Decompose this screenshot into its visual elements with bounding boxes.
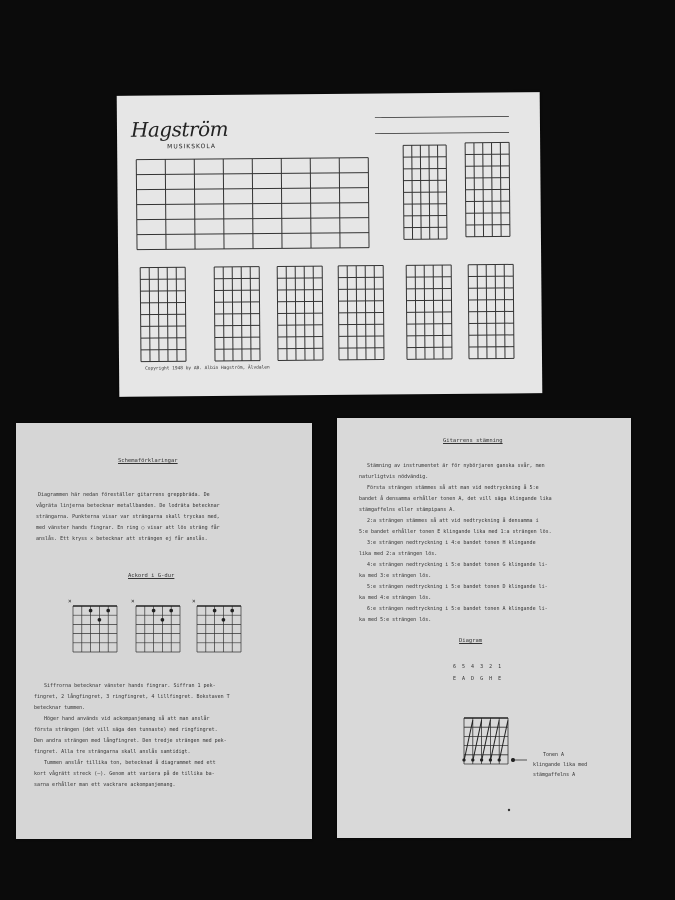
chord-diagram <box>197 606 241 652</box>
schema-explanation-sheet <box>16 423 312 839</box>
tone-note-line: stämgaffelns A <box>533 772 576 778</box>
sheet-title: Schemaförklaringar <box>118 458 178 464</box>
tuning-dot <box>462 758 465 761</box>
large-fretboard-grid <box>136 158 369 250</box>
chord-diagram <box>136 606 180 652</box>
tuning-line: 5:e bandet erhåller tonen E klingande lika med 1:a strängen lös. <box>359 529 552 535</box>
tuning-dot <box>471 758 474 761</box>
small-fretboard-grid <box>338 266 384 360</box>
tuning-line: 6:e strängen nedtryckning i 5:e bandet tonen A klingande li- <box>367 606 548 612</box>
write-line <box>375 116 509 117</box>
tuning-dot <box>511 758 515 762</box>
tuning-line: 3:e strängen nedtryckning i 4:e bandet tonen H klingande <box>367 540 536 546</box>
fingering-line: Siffrorna betecknar vänster hands fingrar. Siffran 1 pek- <box>44 683 216 689</box>
tuning-line: ka med 4:e strängen lös. <box>359 595 432 601</box>
tuning-dot <box>489 758 492 761</box>
small-fretboard-grid <box>465 142 510 236</box>
logo-subtitle: MUSIKSKOLA <box>167 142 216 151</box>
hagstrom-logo: Hagström <box>130 116 229 142</box>
copyright-text: Copyright 1948 by AB. Albin Hagström, Älvdalen <box>145 365 270 372</box>
chord-diagram <box>73 606 117 652</box>
tuning-diagram <box>337 418 631 838</box>
fingering-line: fingret, 2 långfingret, 3 ringfingret, 4 lillfingret. Bokstaven T <box>34 694 230 700</box>
chord-section-title: Ackord i G-dur <box>128 573 175 579</box>
small-fretboard-grid <box>403 145 447 239</box>
tuning-dot <box>498 758 501 761</box>
tuning-line: ka med 5:e strängen lös. <box>359 617 432 623</box>
fingering-line: första strängen (det vill säga den tunnaste) med ringfingret. <box>34 727 218 733</box>
small-fretboard-grid <box>140 267 186 361</box>
tuning-line: 5:e strängen nedtryckning i 5:e bandet tonen D klingande li- <box>367 584 548 590</box>
small-fretboard-grid <box>214 267 260 361</box>
tuning-line: stämgaffelns eller stämpipans A. <box>359 507 456 513</box>
fingering-line: Tummen anslår tillika ton, betecknad å diagrammet med ett <box>44 760 216 766</box>
small-fretboard-grid <box>468 264 514 358</box>
fingering-line: Den andra strängen med långfingret. Den tredje strängen med pek- <box>34 738 227 744</box>
tuning-line: bandet å densamma erhåller tonen A, det vill säga klingande lika <box>359 496 552 502</box>
mute-mark: × <box>131 598 135 605</box>
write-line <box>375 132 509 133</box>
diagram-title: Diagram <box>459 638 483 644</box>
fingering-line: sarna erhåller man ett vackrare ackompanjemang. <box>34 782 176 788</box>
tuning-line: 2:a strängen stämmes så att vid nedtryckning å densamma i <box>367 518 539 524</box>
tuning-fretboard <box>462 718 508 764</box>
tuning-line: naturligtvis nödvändig. <box>359 474 429 480</box>
blank-diagram-card <box>117 92 543 397</box>
mute-mark: × <box>68 598 72 605</box>
explanation-line: vågräta linjerna betecknar metallbanden. De lodräta betecknar <box>36 503 220 509</box>
tuning-line: 4:e strängen nedtryckning i 5:e bandet tonen G klingande li- <box>367 562 548 568</box>
explanation-line: anslås. Ett kryss ✕ betecknar att strängen ej får anslås. <box>36 536 208 542</box>
tuning-line: ka med 3:e strängen lös. <box>359 573 432 579</box>
tuning-sheet <box>337 418 631 838</box>
fingering-line: betecknar tummen. <box>34 705 86 711</box>
tone-note-line: Tonen A <box>543 752 565 758</box>
explanation-line: Diagrammen här nedan föreställer gitarrens greppbräda. De <box>38 492 210 498</box>
small-fretboard-grid <box>277 266 323 360</box>
mute-mark: × <box>192 598 196 605</box>
sheet-title: Gitarrens stämning <box>443 438 503 444</box>
string-numbers: 6 5 4 3 2 1 <box>453 664 502 670</box>
ink-mark <box>508 809 510 811</box>
string-letters: E A D G H E <box>453 676 502 682</box>
small-fretboard-grid <box>406 265 452 359</box>
tuning-line: lika med 2:a strängen lös. <box>359 551 438 557</box>
fingering-line: kort vågrätt streck (—). Genom att variera på de tillika ba- <box>34 771 215 777</box>
explanation-line: strängarna. Punkterna visar var strängarna skall tryckas med, <box>36 514 220 520</box>
tone-note-line: klingande lika med <box>533 762 588 768</box>
tuning-dot <box>480 758 483 761</box>
fingering-line: Höger hand används vid ackompanjemang så att man anslår <box>44 716 210 722</box>
tuning-line: Första strängen stämmes så att man vid nedtryckning å 5:e <box>367 485 539 491</box>
fingering-line: fingret. Alla tre strängarna skall anslås samtidigt. <box>34 749 191 755</box>
tuning-line: Stämning av instrumentet är för nybörjaren ganska svår, men <box>367 463 545 469</box>
explanation-line: med vänster hands fingrar. En ring ○ visar att lös sträng får <box>36 525 220 531</box>
